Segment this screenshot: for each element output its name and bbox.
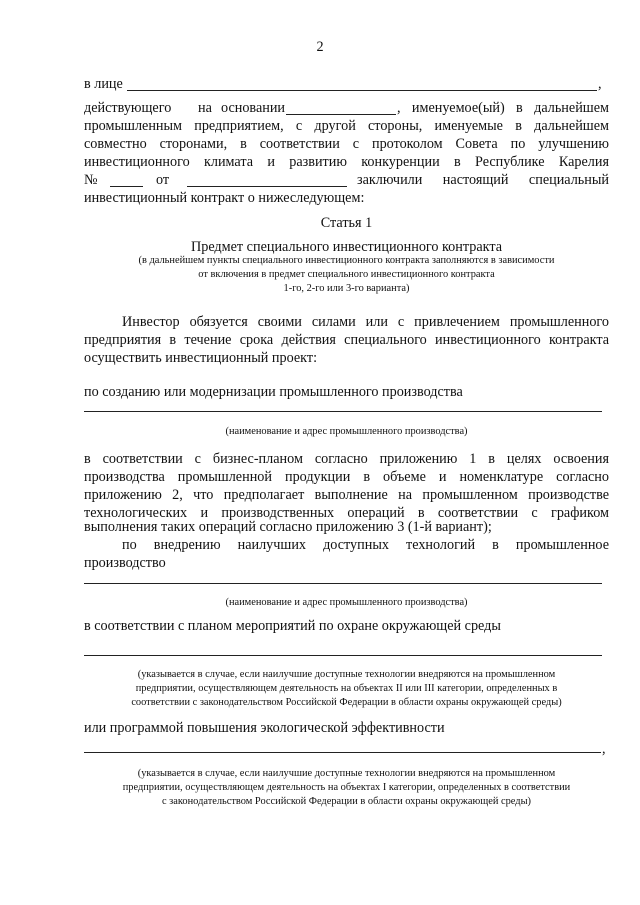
- intro-line-2-a: действующего: [84, 100, 172, 116]
- production-name-blank: [84, 411, 602, 412]
- creation-line: по созданию или модернизации промышленного производства: [84, 384, 463, 400]
- intro-line-3: промышленным предприятием, с другой стороны, именуемые в дальнейшем: [84, 118, 609, 134]
- article-heading: Статья 1: [320, 215, 373, 231]
- article-note-3: 1-го, 2-го или 3-го варианта): [283, 283, 410, 294]
- implementation-line-2: производство: [84, 555, 166, 571]
- env-plan-blank: [84, 655, 602, 656]
- para2-line-2: производства промышленной продукции в объеме и номенклатуре согласно: [84, 469, 609, 485]
- production-name-blank-2: [84, 583, 602, 584]
- intro-line-1-suffix: ,: [598, 76, 602, 92]
- eco-program-suffix: ,: [602, 741, 606, 757]
- intro-line-6-number-sign: №: [84, 172, 98, 188]
- env-plan-line: в соответствии с планом мероприятий по охране окружающей среды: [84, 618, 501, 634]
- intro-line-5: инвестиционного климата и развитию конкуренции в Республике Карелия: [84, 154, 609, 170]
- para1-line-2: предприятия в течение срока действия специального инвестиционного контракта: [84, 332, 609, 348]
- note-cat23-1: (указывается в случае, если наилучшие доступные технологии внедряются на промышленном: [137, 669, 556, 680]
- article-note-2: от включения в предмет специального инвестиционного контракта: [198, 269, 495, 280]
- protocol-date-blank: [187, 186, 347, 187]
- note-cat1-3: с законодательством Российской Федерации в области охраны окружающей среды): [161, 796, 532, 807]
- intro-line-2-c: основании: [221, 100, 286, 116]
- intro-line-1-prefix: в лице: [84, 76, 123, 92]
- eco-program-blank: [84, 752, 601, 753]
- para2-line-4: технологических и производственных операций в соответствии с графиком: [84, 505, 609, 521]
- eco-program-line: или программой повышения экологической эффективности: [84, 720, 445, 736]
- page-number: 2: [316, 39, 324, 55]
- note-cat1-2: предприятии, осуществляющем деятельность на объектах I категории, определенных в соответствии: [122, 782, 571, 793]
- implementation-line-1: по внедрению наилучших доступных технологий в промышленное: [122, 537, 609, 553]
- representative-blank: [127, 90, 597, 91]
- para1-line-3: осуществить инвестиционный проект:: [84, 350, 318, 366]
- intro-line-2-b: на: [198, 100, 212, 116]
- intro-line-2-d: , именуемое(ый) в дальнейшем: [397, 100, 609, 116]
- intro-line-7: инвестиционный контракт о нижеследующем:: [84, 190, 365, 206]
- para1-line-1: Инвестор обязуется своими силами или с привлечением промышленного: [122, 314, 609, 330]
- article-note-1: (в дальнейшем пункты специального инвестиционного контракта заполняются в зависимости: [138, 255, 555, 266]
- basis-blank: [286, 114, 396, 115]
- intro-line-6-from: от: [156, 172, 170, 188]
- note-cat1-1: (указывается в случае, если наилучшие доступные технологии внедряются на промышленном: [137, 768, 556, 779]
- article-title: Предмет специального инвестиционного контракта: [190, 239, 503, 255]
- protocol-number-blank: [110, 186, 143, 187]
- note-cat23-3: соответствии с законодательством Российской Федерации в области охраны окружающей среды): [131, 697, 562, 708]
- para2-line-3: приложению 2, что предполагает выполнение на промышленном производстве: [84, 487, 609, 503]
- intro-line-4: совместно сторонами, в соответствии с протоколом Совета по улучшению: [84, 136, 609, 152]
- para2-line-1: в соответствии с бизнес-планом согласно приложению 1 в целях освоения: [84, 451, 609, 467]
- caption-production: (наименование и адрес промышленного производства): [225, 426, 468, 437]
- caption-production-2: (наименование и адрес промышленного производства): [225, 597, 468, 608]
- note-cat23-2: предприятии, осуществляющем деятельность на объектах II или III категории, определенных в: [135, 683, 558, 694]
- para2-line-5: выполнения таких операций согласно приложению 3 (1-й вариант);: [84, 519, 492, 535]
- intro-line-6-c: заключили настоящий специальный: [357, 172, 609, 188]
